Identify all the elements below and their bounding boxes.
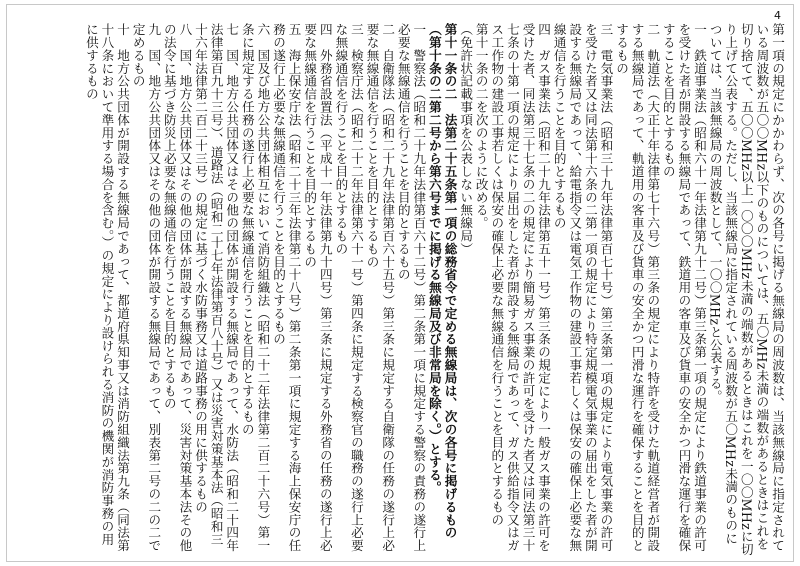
- page-number: 4: [774, 9, 781, 22]
- list-item: 四 ガス事業法（昭和二十九年法律第五十一号）第三条の規定により一般ガス事業の許可を受けた者、同法第三十七条の二の規定により簡易ガス事業の許可を受けた者又は同法第三十七条の十第一項の規定により届出をした者が開設する無線局であって、ガス供給指令又はガス工作物の建設工事若しくは保安の確保上必要な無線通信を行うことを目的とするもの: [489, 23, 552, 552]
- document-page: [6, 4, 794, 562]
- list-item: 十 地方公共団体が開設する無線局であって、都道府県知事又は消防組織法第九条（同法第十八条において準用する場合を含む。）の規定により設けられる消防の機関が消防事務の用に供するもの: [83, 23, 131, 552]
- amendment-instruction: 第十一条の二を次のように改める。: [473, 23, 489, 230]
- list-item: 九 国、地方公共団体又はその他の団体が開設する無線局であって、別表第二号の二の二で定めるもの: [130, 23, 162, 552]
- list-item: 一 警察法（昭和二十九年法律第百六十二号）第二条第一項に規定する警察の責務の遂行上必要な無線通信を行うことを目的とするもの: [395, 23, 427, 552]
- list-item: 四 外務省設置法（平成十一年法律第九十四号）第三条に規定する外務省の任務の遂行上必要な無線通信を行うことを目的とするもの: [302, 23, 333, 552]
- list-item: 三 電気事業法（昭和三十九年法律第百七十号）第三条第一項の規定により電気事業の許可を受けた者又は同法第十六条の二第一項の規定により特定規模電気事業の届出をした者が開設する無線局であって、給電指令又は電気工作物の建設工事若しくは保安の確保上必要な無線通信を行うことを目的とするもの: [551, 23, 614, 552]
- list-item: 二 自衛隊法（昭和二十九年法律第百六十五号）第三条に規定する自衛隊の任務の遂行上必要な無線通信を行うことを目的とするもの: [364, 23, 396, 552]
- list-item: 一 鉄道事業法（昭和六十一年法律第九十二号）第三条第一項の規定により鉄道事業の許可を受けた者が開設する無線局であって、鉄道用の客車及び貨車の安全かつ円滑な運行を確保することを目的とするもの: [660, 23, 708, 552]
- list-item: 六 国及び地方公共団体相互において消防組織法（昭和二十二年法律第二百二十六号）第一条に規定する任務の遂行上必要な無線通信を行うことを目的とするもの: [239, 23, 271, 552]
- list-item: 二 軌道法（大正十年法律第七十六号）第三条の規定により特許を受けた軌道経営者が開設する無線局であって、軌道用の客車及び貨車の安全かつ円滑な運行を確保することを目的とするもの: [614, 23, 661, 552]
- article-heading: 第十一条の二 法第二十五条第一項の総務省令で定める無線局は、次の各号に掲げるもの（第十条の二第二号から第六号までに掲げる無線局及び非常局を除く。）とする。: [426, 23, 458, 539]
- paragraph: 第一項の規定にかかわらず、次の各号に掲げる無線局の周波数は、当該無線局に指定されている周波数が五〇〇MHz以下のものについては、五〇MHz未満の端数があるときはこれを切り捨てて、五〇〇MHz以上一〇〇〇MHz未満の端数があるときはこれを一〇〇MHzに切り上げて公表する。ただし、当該無線局に指定されている周波数が五〇MHz未満のものについては、当該無線局の周波数として、一〇〇MHzと公表する。: [707, 23, 785, 556]
- list-item: 五 海上保安庁法（昭和二十三年法律第二十八号）第二条第一項に規定する海上保安庁の任務の遂行上必要な無線通信を行うことを目的とするもの: [271, 23, 302, 552]
- article-caption: （免許状記載事項を公表しない無線局）: [458, 23, 474, 256]
- list-item: 三 検察庁法（昭和二十二年法律第六十一号）第四条に規定する検察官の職務の遂行上必要な無線通信を行うことを目的とするもの: [333, 23, 364, 552]
- list-item: 八 国、地方公共団体又はその他の団体が開設する無線局であって、災害対策基本法その他の法令に基づき防災上必要な無線通信を行うことを目的とするもの: [161, 23, 193, 552]
- vertical-text-body: [13, 23, 785, 557]
- list-item: 七 国、地方公共団体又はその他の団体が開設する無線局であって、水防法（昭和二十四年法律第百九十三号）、道路法（昭和二十七年法律第百八十号）又は災害対策基本法（昭和三十六年法律第二百二十三号）の規定に基づく水防事務又は道路事務の用に供するもの: [193, 23, 240, 552]
